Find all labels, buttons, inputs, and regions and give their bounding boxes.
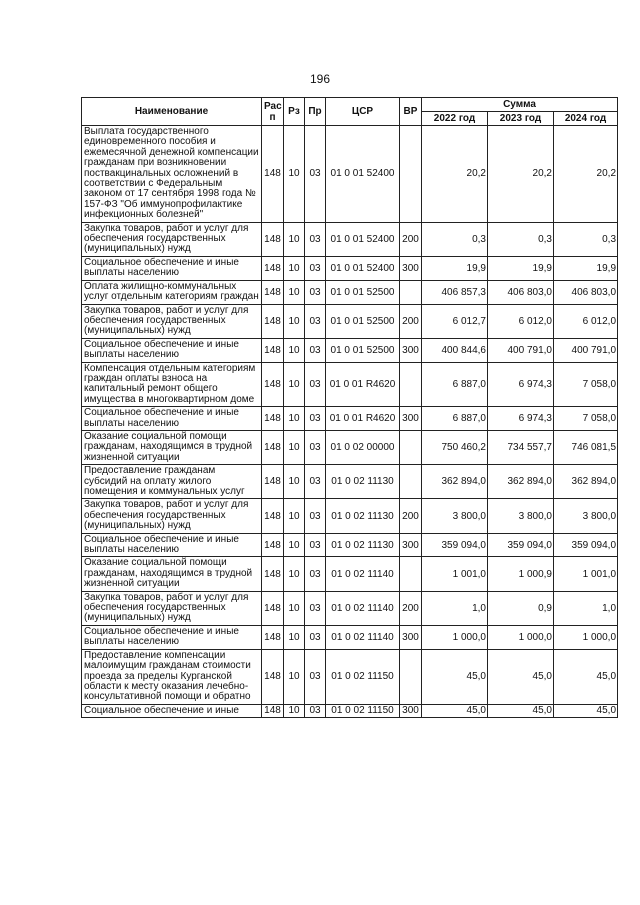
table-row <box>82 338 618 362</box>
cell-name: Выплата государственного единовременного пособия и ежемесячной денежной компенсации гражданам при возникновении поствакцинальных осложнений в соответствии с Федеральным законом от 17 сентября 1998 года № 157-ФЗ "Об иммунопрофилактике инфекционных болезней" <box>82 126 262 223</box>
cell-2023: 6 012,0 <box>488 304 554 338</box>
cell-2022: 0,3 <box>422 222 488 256</box>
cell-vr: 300 <box>400 704 422 717</box>
table-row <box>82 557 618 591</box>
cell-name: Социальное обеспечение и иные выплаты населению <box>82 256 262 280</box>
cell-2023: 45,0 <box>488 649 554 704</box>
cell-vr: 200 <box>400 499 422 533</box>
cell-rz: 10 <box>284 222 305 256</box>
cell-2023: 6 974,3 <box>488 362 554 407</box>
cell-2023: 359 094,0 <box>488 533 554 557</box>
cell-vr <box>400 362 422 407</box>
table-row <box>82 304 618 338</box>
cell-rasp: 148 <box>262 704 284 717</box>
cell-vr: 200 <box>400 222 422 256</box>
cell-2024: 406 803,0 <box>554 280 618 304</box>
cell-2023: 0,9 <box>488 591 554 625</box>
cell-csr: 01 0 02 11130 <box>326 533 400 557</box>
cell-pr: 03 <box>305 256 326 280</box>
header-vr: ВР <box>400 98 422 126</box>
cell-csr: 01 0 02 11130 <box>326 499 400 533</box>
cell-csr: 01 0 01 52500 <box>326 280 400 304</box>
cell-name: Социальное обеспечение и иные выплаты населению <box>82 533 262 557</box>
cell-name: Социальное обеспечение и иные выплаты населению <box>82 338 262 362</box>
cell-rz: 10 <box>284 533 305 557</box>
cell-2024: 1 001,0 <box>554 557 618 591</box>
cell-pr: 03 <box>305 499 326 533</box>
cell-name: Социальное обеспечение и иные <box>82 704 262 717</box>
cell-2023: 1 000,0 <box>488 625 554 649</box>
cell-2024: 20,2 <box>554 126 618 223</box>
cell-rasp: 148 <box>262 338 284 362</box>
cell-csr: 01 0 02 11140 <box>326 557 400 591</box>
cell-2022: 45,0 <box>422 649 488 704</box>
cell-2022: 6 887,0 <box>422 362 488 407</box>
header-year-2023: 2023 год <box>488 112 554 126</box>
cell-2022: 1,0 <box>422 591 488 625</box>
cell-name: Оплата жилищно-коммунальных услуг отдельным категориям граждан <box>82 280 262 304</box>
table-row <box>82 280 618 304</box>
table-row <box>82 625 618 649</box>
cell-vr: 200 <box>400 304 422 338</box>
cell-rz: 10 <box>284 430 305 464</box>
header-rasp: Рас п <box>262 98 284 126</box>
cell-2024: 45,0 <box>554 704 618 717</box>
cell-csr: 01 0 01 52500 <box>326 338 400 362</box>
cell-csr: 01 0 02 11150 <box>326 649 400 704</box>
cell-pr: 03 <box>305 407 326 431</box>
cell-vr: 300 <box>400 256 422 280</box>
cell-rasp: 148 <box>262 649 284 704</box>
cell-2023: 400 791,0 <box>488 338 554 362</box>
cell-vr <box>400 649 422 704</box>
cell-2023: 19,9 <box>488 256 554 280</box>
cell-csr: 01 0 02 11140 <box>326 591 400 625</box>
cell-2022: 400 844,6 <box>422 338 488 362</box>
cell-name: Закупка товаров, работ и услуг для обеспечения государственных (муниципальных) нужд <box>82 499 262 533</box>
cell-pr: 03 <box>305 430 326 464</box>
table-row <box>82 499 618 533</box>
cell-rz: 10 <box>284 126 305 223</box>
cell-2023: 45,0 <box>488 704 554 717</box>
cell-2024: 6 012,0 <box>554 304 618 338</box>
cell-csr: 01 0 01 R4620 <box>326 362 400 407</box>
cell-vr: 300 <box>400 407 422 431</box>
cell-name: Социальное обеспечение и иные выплаты населению <box>82 407 262 431</box>
table-row <box>82 430 618 464</box>
cell-pr: 03 <box>305 557 326 591</box>
cell-pr: 03 <box>305 465 326 499</box>
cell-csr: 01 0 02 11130 <box>326 465 400 499</box>
cell-rz: 10 <box>284 704 305 717</box>
cell-csr: 01 0 01 R4620 <box>326 407 400 431</box>
cell-2024: 7 058,0 <box>554 362 618 407</box>
cell-pr: 03 <box>305 362 326 407</box>
cell-2023: 6 974,3 <box>488 407 554 431</box>
cell-rasp: 148 <box>262 222 284 256</box>
table-body <box>82 126 618 718</box>
cell-vr: 200 <box>400 591 422 625</box>
cell-2022: 19,9 <box>422 256 488 280</box>
header-pr: Пр <box>305 98 326 126</box>
cell-rz: 10 <box>284 591 305 625</box>
cell-2023: 406 803,0 <box>488 280 554 304</box>
cell-rasp: 148 <box>262 557 284 591</box>
cell-2022: 6 887,0 <box>422 407 488 431</box>
cell-csr: 01 0 01 52500 <box>326 304 400 338</box>
cell-rz: 10 <box>284 362 305 407</box>
table-row <box>82 222 618 256</box>
cell-rasp: 148 <box>262 407 284 431</box>
table-row <box>82 407 618 431</box>
cell-rasp: 148 <box>262 126 284 223</box>
cell-rz: 10 <box>284 465 305 499</box>
cell-pr: 03 <box>305 338 326 362</box>
cell-csr: 01 0 02 11140 <box>326 625 400 649</box>
cell-rasp: 148 <box>262 304 284 338</box>
cell-rz: 10 <box>284 557 305 591</box>
cell-vr: 300 <box>400 338 422 362</box>
cell-csr: 01 0 02 00000 <box>326 430 400 464</box>
cell-name: Компенсация отдельным категориям граждан оплаты взноса на капитальный ремонт общего имущества в многоквартирном доме <box>82 362 262 407</box>
cell-csr: 01 0 01 52400 <box>326 222 400 256</box>
cell-vr <box>400 557 422 591</box>
cell-2023: 1 000,9 <box>488 557 554 591</box>
cell-2023: 0,3 <box>488 222 554 256</box>
table-row <box>82 126 618 223</box>
cell-2024: 359 094,0 <box>554 533 618 557</box>
table-header <box>82 98 618 126</box>
table-row <box>82 591 618 625</box>
cell-2023: 734 557,7 <box>488 430 554 464</box>
cell-rasp: 148 <box>262 533 284 557</box>
header-name: Наименование <box>82 98 262 126</box>
header-sum: Сумма <box>422 98 618 112</box>
cell-2022: 20,2 <box>422 126 488 223</box>
cell-rasp: 148 <box>262 465 284 499</box>
cell-pr: 03 <box>305 704 326 717</box>
cell-vr: 300 <box>400 533 422 557</box>
cell-name: Предоставление гражданам субсидий на оплату жилого помещения и коммунальных услуг <box>82 465 262 499</box>
cell-rz: 10 <box>284 625 305 649</box>
cell-pr: 03 <box>305 591 326 625</box>
cell-rasp: 148 <box>262 625 284 649</box>
cell-2024: 7 058,0 <box>554 407 618 431</box>
cell-2024: 3 800,0 <box>554 499 618 533</box>
cell-2022: 750 460,2 <box>422 430 488 464</box>
cell-2022: 1 001,0 <box>422 557 488 591</box>
table-row <box>82 649 618 704</box>
cell-name: Закупка товаров, работ и услуг для обеспечения государственных (муниципальных) нужд <box>82 222 262 256</box>
cell-pr: 03 <box>305 126 326 223</box>
cell-rz: 10 <box>284 338 305 362</box>
cell-csr: 01 0 02 11150 <box>326 704 400 717</box>
cell-rz: 10 <box>284 280 305 304</box>
cell-pr: 03 <box>305 280 326 304</box>
cell-rasp: 148 <box>262 256 284 280</box>
cell-rz: 10 <box>284 256 305 280</box>
cell-2024: 19,9 <box>554 256 618 280</box>
cell-2024: 0,3 <box>554 222 618 256</box>
cell-name: Оказание социальной помощи гражданам, находящимся в трудной жизненной ситуации <box>82 430 262 464</box>
cell-rasp: 148 <box>262 591 284 625</box>
cell-2024: 362 894,0 <box>554 465 618 499</box>
header-rz: Рз <box>284 98 305 126</box>
header-year-2024: 2024 год <box>554 112 618 126</box>
cell-2023: 3 800,0 <box>488 499 554 533</box>
cell-2023: 362 894,0 <box>488 465 554 499</box>
cell-name: Закупка товаров, работ и услуг для обеспечения государственных (муниципальных) нужд <box>82 591 262 625</box>
cell-rasp: 148 <box>262 280 284 304</box>
cell-vr <box>400 126 422 223</box>
table-row <box>82 704 618 717</box>
cell-name: Оказание социальной помощи гражданам, находящимся в трудной жизненной ситуации <box>82 557 262 591</box>
cell-pr: 03 <box>305 649 326 704</box>
cell-rz: 10 <box>284 407 305 431</box>
cell-vr: 300 <box>400 625 422 649</box>
cell-name: Закупка товаров, работ и услуг для обеспечения государственных (муниципальных) нужд <box>82 304 262 338</box>
cell-name: Предоставление компенсации малоимущим гражданам стоимости проезда за пределы Курганской области к месту оказания лечебно-консультативной помощи и обратно <box>82 649 262 704</box>
cell-2022: 45,0 <box>422 704 488 717</box>
cell-vr <box>400 280 422 304</box>
cell-2022: 3 800,0 <box>422 499 488 533</box>
budget-table <box>81 97 618 718</box>
cell-rz: 10 <box>284 499 305 533</box>
cell-name: Социальное обеспечение и иные выплаты населению <box>82 625 262 649</box>
header-year-2022: 2022 год <box>422 112 488 126</box>
table-row <box>82 465 618 499</box>
cell-2022: 6 012,7 <box>422 304 488 338</box>
cell-2024: 1 000,0 <box>554 625 618 649</box>
cell-rz: 10 <box>284 304 305 338</box>
cell-rz: 10 <box>284 649 305 704</box>
cell-rasp: 148 <box>262 362 284 407</box>
cell-2022: 359 094,0 <box>422 533 488 557</box>
cell-2022: 362 894,0 <box>422 465 488 499</box>
cell-2022: 406 857,3 <box>422 280 488 304</box>
cell-vr <box>400 430 422 464</box>
cell-2024: 45,0 <box>554 649 618 704</box>
cell-vr <box>400 465 422 499</box>
page-number: 196 <box>309 72 331 86</box>
cell-2023: 20,2 <box>488 126 554 223</box>
cell-pr: 03 <box>305 533 326 557</box>
cell-rasp: 148 <box>262 430 284 464</box>
table-row <box>82 362 618 407</box>
cell-csr: 01 0 01 52400 <box>326 256 400 280</box>
cell-pr: 03 <box>305 625 326 649</box>
cell-2022: 1 000,0 <box>422 625 488 649</box>
header-csr: ЦСР <box>326 98 400 126</box>
cell-pr: 03 <box>305 222 326 256</box>
cell-2024: 400 791,0 <box>554 338 618 362</box>
cell-csr: 01 0 01 52400 <box>326 126 400 223</box>
cell-rasp: 148 <box>262 499 284 533</box>
cell-2024: 1,0 <box>554 591 618 625</box>
table-row <box>82 533 618 557</box>
table-row <box>82 256 618 280</box>
cell-2024: 746 081,5 <box>554 430 618 464</box>
cell-pr: 03 <box>305 304 326 338</box>
